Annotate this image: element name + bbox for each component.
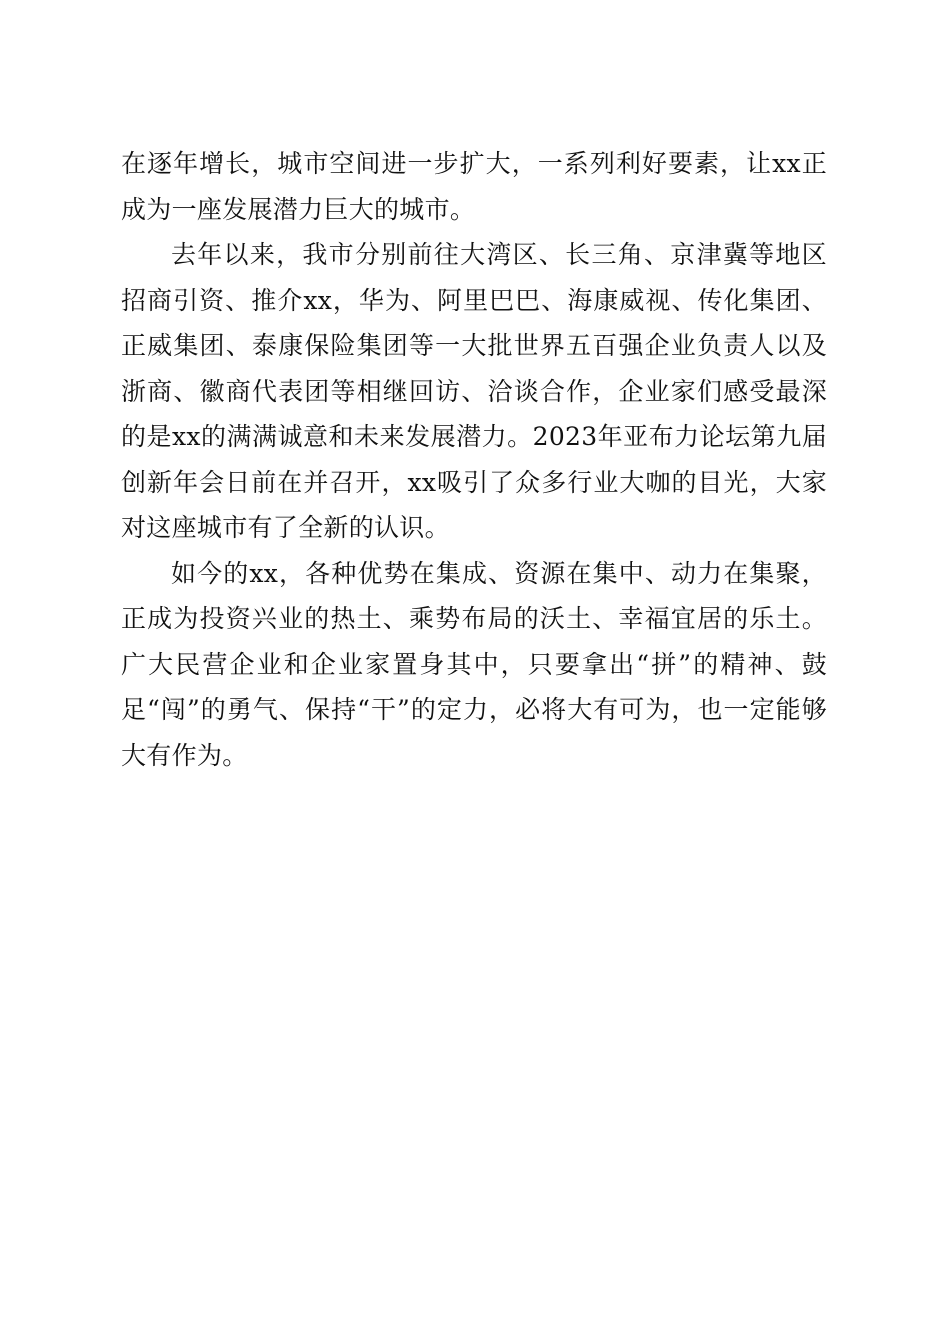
paragraph-current-advantages: 如今的xx，各种优势在集成、资源在集中、动力在集聚，正成为投资兴业的热土、乘势布局的沃土、幸福宜居的乐土。广大民营企业和企业家置身其中，只要拿出“拼”的精神、鼓足“闯”的勇气、保持“干”的定力，必将大有可为，也一定能够大有作为。 (121, 558, 827, 770)
paragraph-investment-promotion: 去年以来，我市分别前往大湾区、长三角、京津冀等地区招商引资、推介xx，华为、阿里巴巴、海康威视、传化集团、正威集团、泰康保险集团等一大批世界五百强企业负责人以及浙商、徽商代表团等相继回访、洽谈合作，企业家们感受最深的是xx的满满诚意和未来发展潜力。2023年亚布力论坛第九届创新年会日前在并召开，xx吸引了众多行业大咖的目光，大家对这座城市有了全新的认识。 (121, 240, 827, 542)
document-body (121, 141, 827, 778)
paragraph-continuation: 在逐年增长，城市空间进一步扩大，一系列利好要素，让xx正成为一座发展潜力巨大的城市。 (121, 149, 827, 224)
